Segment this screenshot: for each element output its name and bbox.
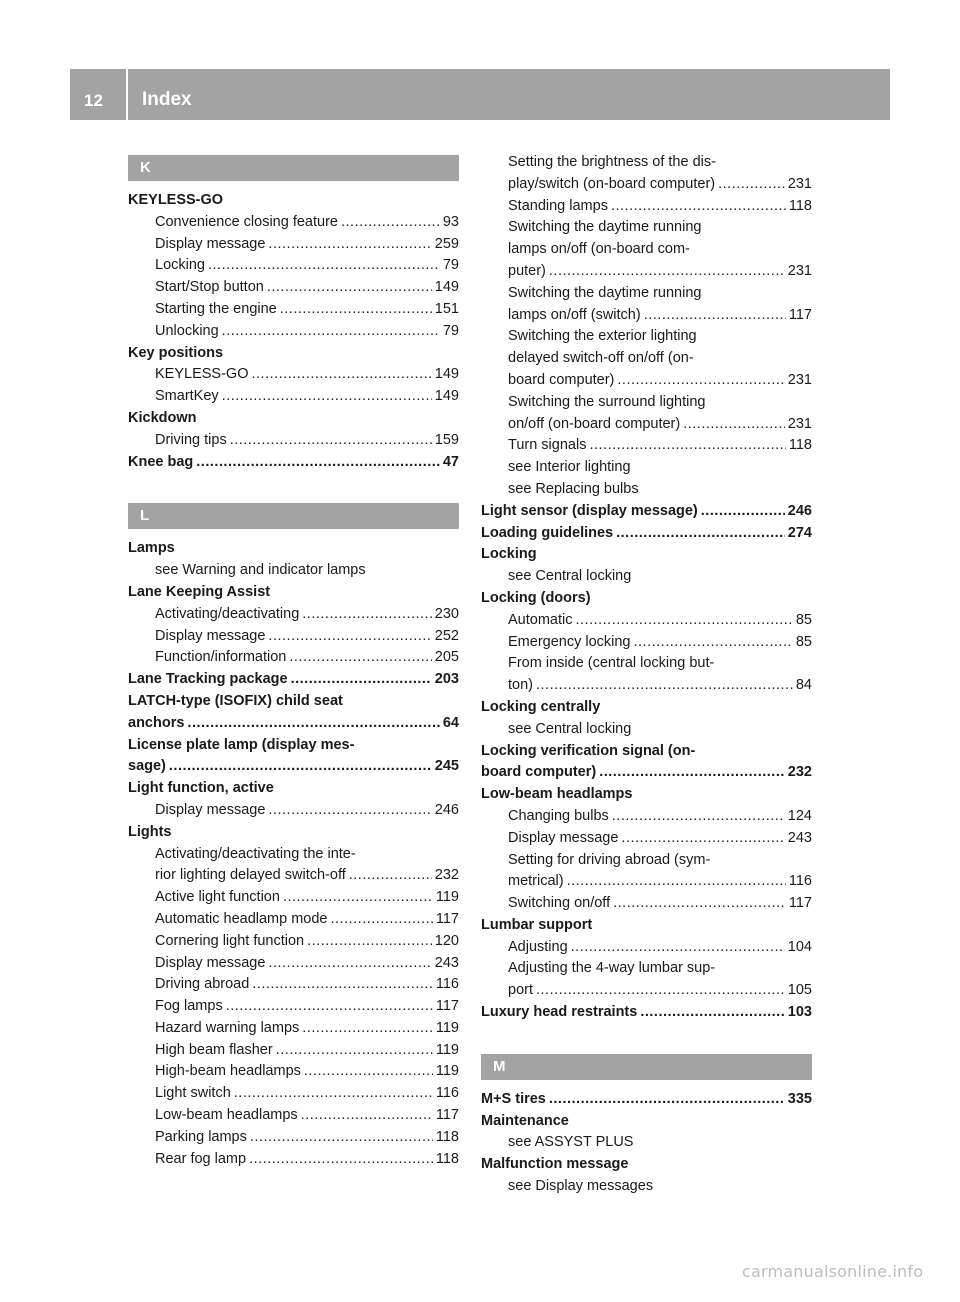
entry-text: Activating/deactivating the inte- <box>155 845 356 862</box>
entry-text: Parking lamps <box>155 1128 247 1145</box>
leader-dots <box>571 937 785 959</box>
index-subentry <box>481 217 812 239</box>
page-reference[interactable]: 104 <box>787 938 812 955</box>
page-reference[interactable]: 119 <box>435 1019 459 1036</box>
entry-text: Adjusting the 4-way lumbar sup- <box>508 960 716 977</box>
entry-text: KEYLESS-GO <box>128 192 224 208</box>
index-subentry[interactable] <box>481 806 812 828</box>
page-title: Index <box>142 89 192 110</box>
index-subentry[interactable] <box>128 212 459 234</box>
index-subentry[interactable] <box>481 414 812 436</box>
entry-text: puter) <box>508 262 546 279</box>
leader-dots <box>549 261 785 283</box>
entry-text: Kickdown <box>128 409 197 426</box>
index-subentry[interactable] <box>128 953 459 975</box>
index-subentry <box>481 653 812 675</box>
page-reference[interactable]: 118 <box>435 1128 459 1145</box>
index-subentry <box>481 850 812 872</box>
index-subentry[interactable] <box>128 299 459 321</box>
entry-text: metrical) <box>508 873 564 890</box>
leader-dots <box>575 610 792 632</box>
entry-text: Changing bulbs <box>508 807 609 824</box>
index-entry <box>481 544 812 566</box>
leader-dots <box>718 174 785 196</box>
page-reference[interactable]: 205 <box>434 649 459 666</box>
index-entry <box>128 691 459 713</box>
entry-text: port <box>508 982 533 999</box>
entry-text: Adjusting <box>508 938 568 955</box>
section-letter-header: L <box>128 503 459 529</box>
entry-text: rior lighting delayed switch-off <box>155 867 346 884</box>
index-subentry[interactable] <box>481 675 812 697</box>
leader-dots <box>169 756 432 778</box>
index-subentry[interactable] <box>481 828 812 850</box>
leader-dots <box>301 1105 433 1127</box>
entry-text: see Central locking <box>508 568 632 585</box>
entry-text: Activating/deactivating <box>155 605 300 622</box>
entry-text: anchors <box>128 714 185 731</box>
leader-dots <box>268 800 431 822</box>
index-subentry[interactable] <box>128 1127 459 1149</box>
entry-text: Standing lamps <box>508 197 608 214</box>
leader-dots <box>289 647 431 669</box>
leader-dots <box>304 1061 433 1083</box>
leader-dots <box>349 865 432 887</box>
entry-text: Loading guidelines <box>481 524 614 541</box>
watermark: carmanualsonline.info <box>742 1262 924 1281</box>
index-entry <box>128 343 459 365</box>
entry-text: From inside (central locking but- <box>508 655 715 672</box>
index-column-left <box>128 155 459 1170</box>
entry-text: Knee bag <box>128 453 194 470</box>
index-entry[interactable] <box>481 1002 812 1024</box>
page-reference[interactable]: 119 <box>435 1041 459 1058</box>
leader-dots <box>611 196 786 218</box>
index-subentry[interactable] <box>128 1083 459 1105</box>
index-subentry <box>481 1176 812 1198</box>
page-reference[interactable]: 116 <box>435 976 459 993</box>
index-subentry[interactable] <box>128 647 459 669</box>
leader-dots <box>302 1018 433 1040</box>
entry-text: Emergency locking <box>508 633 631 650</box>
index-entry <box>128 778 459 800</box>
entry-text: Active light function <box>155 889 280 906</box>
leader-dots <box>644 305 786 327</box>
index-subentry <box>481 479 812 501</box>
index-subentry[interactable] <box>128 1018 459 1040</box>
index-subentry[interactable] <box>128 996 459 1018</box>
entry-text: Maintenance <box>481 1112 569 1129</box>
index-subentry[interactable] <box>128 386 459 408</box>
index-subentry[interactable] <box>481 435 812 457</box>
index-entry <box>481 784 812 806</box>
leader-dots <box>196 452 440 474</box>
leader-dots <box>536 675 793 697</box>
leader-dots <box>234 1083 433 1105</box>
page-reference[interactable]: 231 <box>787 175 812 192</box>
leader-dots <box>683 414 785 436</box>
page-reference[interactable]: 79 <box>442 257 459 274</box>
entry-text: Cornering light function <box>155 932 305 949</box>
entry-text: Low-beam headlamps <box>481 786 633 803</box>
page-reference[interactable]: 103 <box>787 1004 812 1021</box>
entry-text: License plate lamp (display mes- <box>128 736 355 753</box>
leader-dots <box>616 523 785 545</box>
index-subentry <box>481 1132 812 1154</box>
entry-text: Switching the daytime running <box>508 284 702 301</box>
page-reference[interactable]: 243 <box>787 829 812 846</box>
index-subentry <box>128 560 459 582</box>
index-subentry <box>481 566 812 588</box>
entry-text: Locking (doors) <box>481 589 591 606</box>
entry-text: Key positions <box>128 344 224 361</box>
index-column-right <box>481 152 812 1198</box>
entry-text: Convenience closing feature <box>155 213 338 230</box>
entry-text: M+S tires <box>481 1090 546 1107</box>
page-reference[interactable]: 118 <box>435 1150 459 1167</box>
entry-text: sage) <box>128 758 166 775</box>
index-entry[interactable] <box>128 452 459 474</box>
entry-text: delayed switch-off on/off (on- <box>508 350 694 367</box>
entry-text: board computer) <box>481 764 597 781</box>
page-reference[interactable]: 203 <box>434 671 459 688</box>
index-subentry[interactable] <box>481 196 812 218</box>
index-subentry <box>481 239 812 261</box>
entry-text: Display message <box>155 235 266 252</box>
page-reference[interactable]: 118 <box>788 197 812 214</box>
entry-text: Low-beam headlamps <box>155 1107 298 1124</box>
index-subentry[interactable] <box>481 871 812 893</box>
section-gap <box>128 473 459 503</box>
entry-text: Locking centrally <box>481 698 601 715</box>
entry-text: see Interior lighting <box>508 459 631 476</box>
leader-dots <box>208 255 440 277</box>
index-subentry <box>481 457 812 479</box>
index-entry[interactable] <box>128 713 459 735</box>
index-subentry[interactable] <box>128 626 459 648</box>
leader-dots <box>331 909 433 931</box>
entry-text: SmartKey <box>155 388 219 405</box>
entry-text: Display message <box>508 829 619 846</box>
entry-text: High-beam headlamps <box>155 1063 301 1080</box>
entry-text: Starting the engine <box>155 300 277 317</box>
section-gap <box>481 1024 812 1054</box>
page-reference[interactable]: 119 <box>435 889 459 906</box>
index-subentry[interactable] <box>128 974 459 996</box>
entry-text: Start/Stop button <box>155 279 264 296</box>
leader-dots <box>268 234 431 256</box>
index-entry <box>481 697 812 719</box>
page-reference[interactable]: 47 <box>442 453 459 470</box>
leader-dots <box>226 996 433 1018</box>
index-entry[interactable] <box>128 756 459 778</box>
index-subentry[interactable] <box>128 1061 459 1083</box>
entry-text: Locking <box>481 546 537 563</box>
index-subentry[interactable] <box>481 305 812 327</box>
entry-text: Light sensor (display message) <box>481 502 698 519</box>
leader-dots <box>252 974 433 996</box>
entry-text: Driving tips <box>155 431 227 448</box>
page-reference[interactable]: 117 <box>788 895 812 912</box>
entry-text: Driving abroad <box>155 976 250 993</box>
index-subentry[interactable] <box>128 1105 459 1127</box>
entry-text: Hazard warning lamps <box>155 1019 300 1036</box>
page-reference[interactable]: 117 <box>435 910 459 927</box>
entry-text: Switching the surround lighting <box>508 393 706 410</box>
entry-text: Switching the exterior lighting <box>508 328 697 345</box>
index-entry <box>128 582 459 604</box>
entry-text: Unlocking <box>155 322 219 339</box>
page-reference[interactable]: 118 <box>788 437 812 454</box>
leader-dots <box>701 501 785 523</box>
index-subentry <box>128 844 459 866</box>
index-subentry[interactable] <box>128 234 459 256</box>
page-reference[interactable]: 117 <box>788 306 812 323</box>
index-subentry[interactable] <box>128 909 459 931</box>
entry-text: Locking <box>155 257 205 274</box>
index-entry[interactable] <box>481 762 812 784</box>
index-subentry[interactable] <box>481 261 812 283</box>
entry-text: Malfunction message <box>481 1156 629 1173</box>
page-reference[interactable]: 232 <box>787 764 812 781</box>
leader-dots <box>307 931 432 953</box>
leader-dots <box>567 871 786 893</box>
page-reference[interactable]: 124 <box>787 807 812 824</box>
leader-dots <box>268 626 431 648</box>
page-reference[interactable]: 85 <box>795 611 812 628</box>
index-subentry[interactable] <box>481 632 812 654</box>
page-reference[interactable]: 116 <box>435 1085 459 1102</box>
leader-dots <box>268 953 431 975</box>
entry-text: board computer) <box>508 371 615 388</box>
entry-text: KEYLESS-GO <box>155 366 249 383</box>
section-letter-header: K <box>128 155 459 181</box>
index-subentry[interactable] <box>128 277 459 299</box>
page-reference[interactable]: 149 <box>434 388 459 405</box>
index-entry <box>481 1111 812 1133</box>
index-subentry <box>481 326 812 348</box>
index-subentry[interactable] <box>481 937 812 959</box>
page-number: 12 <box>84 91 103 110</box>
entry-text: Automatic <box>508 611 573 628</box>
page-reference[interactable]: 246 <box>434 801 459 818</box>
index-subentry <box>481 719 812 741</box>
entry-text: Switching on/off <box>508 895 611 912</box>
entry-text: Lane Tracking package <box>128 671 288 688</box>
entry-text: see Replacing bulbs <box>508 480 639 497</box>
entry-text: High beam flasher <box>155 1041 273 1058</box>
page-reference[interactable]: 149 <box>434 366 459 383</box>
leader-dots <box>283 887 433 909</box>
page-reference[interactable]: 230 <box>434 605 459 622</box>
entry-text: Lane Keeping Assist <box>128 583 271 600</box>
page-reference[interactable]: 274 <box>787 524 812 541</box>
page-reference[interactable]: 231 <box>787 415 812 432</box>
index-entry <box>128 538 459 560</box>
leader-dots <box>617 370 784 392</box>
page-reference[interactable]: 243 <box>434 954 459 971</box>
leader-dots <box>599 762 785 784</box>
leader-dots <box>341 212 440 234</box>
entry-text: Lumbar support <box>481 916 593 933</box>
page-reference[interactable]: 79 <box>442 322 459 339</box>
entry-text: Rear fog lamp <box>155 1150 247 1167</box>
entry-text: Display message <box>155 801 266 818</box>
index-subentry[interactable] <box>128 1040 459 1062</box>
index-entry <box>128 735 459 757</box>
index-subentry <box>481 958 812 980</box>
index-entry[interactable] <box>481 501 812 523</box>
entry-text: lamps on/off (switch) <box>508 306 641 323</box>
page-reference[interactable]: 93 <box>442 213 459 230</box>
index-entry <box>128 408 459 430</box>
page-reference[interactable]: 259 <box>434 235 459 252</box>
entry-text: see Warning and indicator lamps <box>155 562 366 579</box>
leader-dots <box>621 828 784 850</box>
leader-dots <box>276 1040 433 1062</box>
leader-dots <box>634 632 793 654</box>
leader-dots <box>302 604 432 626</box>
page-reference[interactable]: 151 <box>434 300 459 317</box>
leader-dots <box>612 806 785 828</box>
entry-text: Locking verification signal (on- <box>481 742 696 759</box>
index-entry[interactable] <box>128 669 459 691</box>
index-entry[interactable] <box>481 1089 812 1111</box>
index-subentry[interactable] <box>128 800 459 822</box>
index-subentry[interactable] <box>128 321 459 343</box>
index-subentry <box>481 152 812 174</box>
entry-text: on/off (on-board computer) <box>508 415 681 432</box>
entry-text: Setting for driving abroad (sym- <box>508 851 711 868</box>
entry-text: Lights <box>128 823 172 840</box>
page-reference[interactable]: 117 <box>435 998 459 1015</box>
page-reference[interactable]: 149 <box>434 279 459 296</box>
header-divider <box>126 69 128 120</box>
page-reference[interactable]: 105 <box>787 982 812 999</box>
page-reference[interactable]: 232 <box>434 867 459 884</box>
leader-dots <box>187 713 439 735</box>
page-reference[interactable]: 159 <box>434 431 459 448</box>
entry-text: Function/information <box>155 649 287 666</box>
leader-dots <box>640 1002 784 1024</box>
index-entry <box>481 741 812 763</box>
leader-dots <box>291 669 432 691</box>
page-reference[interactable]: 252 <box>434 627 459 644</box>
entry-text: Fog lamps <box>155 998 223 1015</box>
index-entry <box>481 1154 812 1176</box>
page-reference[interactable]: 85 <box>795 633 812 650</box>
entry-text: Lamps <box>128 540 175 557</box>
page-reference[interactable]: 231 <box>787 262 812 279</box>
entry-text: Light switch <box>155 1085 231 1102</box>
page-reference[interactable]: 246 <box>787 502 812 519</box>
page-reference[interactable]: 117 <box>435 1107 459 1124</box>
entry-text: Luxury head restraints <box>481 1004 638 1021</box>
index-subentry[interactable] <box>481 893 812 915</box>
index-entry <box>481 915 812 937</box>
index-subentry[interactable] <box>481 980 812 1002</box>
leader-dots <box>230 430 432 452</box>
entry-text: ton) <box>508 677 533 694</box>
entry-text: Setting the brightness of the dis- <box>508 154 716 170</box>
index-subentry[interactable] <box>128 887 459 909</box>
page-reference[interactable]: 245 <box>434 758 459 775</box>
index-subentry[interactable] <box>128 1149 459 1171</box>
entry-text: see ASSYST PLUS <box>508 1134 634 1151</box>
index-entry[interactable] <box>481 523 812 545</box>
leader-dots <box>250 1127 433 1149</box>
entry-text: Display message <box>155 627 266 644</box>
entry-text: lamps on/off (on-board com- <box>508 241 690 258</box>
index-subentry[interactable] <box>128 931 459 953</box>
leader-dots <box>249 1149 433 1171</box>
page-reference[interactable]: 231 <box>787 371 812 388</box>
leader-dots <box>222 321 440 343</box>
page-reference[interactable]: 119 <box>435 1063 459 1080</box>
index-subentry <box>481 348 812 370</box>
index-subentry[interactable] <box>128 430 459 452</box>
leader-dots <box>280 299 432 321</box>
index-entry <box>128 822 459 844</box>
index-subentry[interactable] <box>128 604 459 626</box>
page-reference[interactable]: 64 <box>442 714 459 731</box>
entry-text: play/switch (on-board computer) <box>508 175 716 192</box>
page-reference[interactable]: 120 <box>434 932 459 949</box>
index-subentry[interactable] <box>481 174 812 196</box>
index-subentry[interactable] <box>128 255 459 277</box>
entry-text: Automatic headlamp mode <box>155 910 328 927</box>
entry-text: Light function, active <box>128 780 274 797</box>
leader-dots <box>251 364 431 386</box>
index-entry <box>128 190 459 212</box>
index-subentry[interactable] <box>481 610 812 632</box>
leader-dots <box>536 980 785 1002</box>
leader-dots <box>222 386 432 408</box>
leader-dots <box>267 277 432 299</box>
entry-text: LATCH-type (ISOFIX) child seat <box>128 692 343 709</box>
index-subentry <box>481 392 812 414</box>
index-entry <box>481 588 812 610</box>
leader-dots <box>589 435 785 457</box>
entry-text: Display message <box>155 954 266 971</box>
entry-text: Switching the daytime running <box>508 219 702 236</box>
leader-dots <box>613 893 786 915</box>
entry-text: see Display messages <box>508 1178 654 1195</box>
page-header <box>70 69 890 120</box>
leader-dots <box>549 1089 785 1111</box>
index-subentry <box>481 283 812 305</box>
entry-text: Turn signals <box>508 437 587 454</box>
page-reference[interactable]: 84 <box>795 677 812 694</box>
index-subentry[interactable] <box>128 865 459 887</box>
entry-text: see Central locking <box>508 720 632 737</box>
index-subentry[interactable] <box>128 364 459 386</box>
index-subentry[interactable] <box>481 370 812 392</box>
page-reference[interactable]: 335 <box>787 1090 812 1107</box>
page-reference[interactable]: 116 <box>788 873 812 890</box>
section-letter-header: M <box>481 1054 812 1080</box>
